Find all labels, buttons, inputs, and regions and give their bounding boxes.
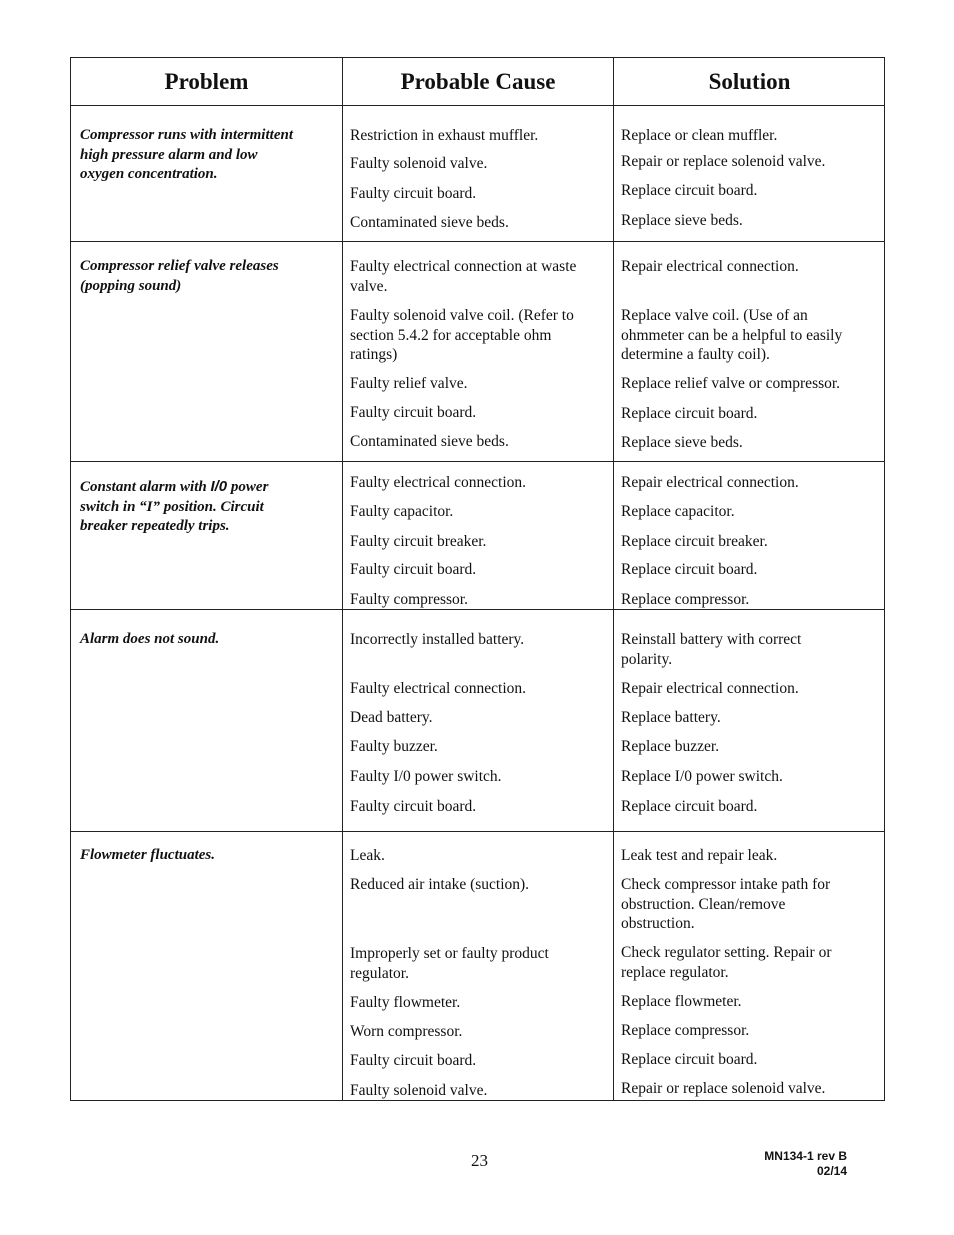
- solution-item: Repair electrical connection.: [621, 474, 799, 491]
- solution-item: Replace circuit board.: [621, 405, 758, 422]
- cause-item: Faulty electrical connection at waste valve.: [350, 258, 577, 295]
- cause-item: Leak.: [350, 847, 385, 864]
- solution-item: Replace circuit breaker.: [621, 533, 768, 550]
- cause-item: Faulty electrical connection.: [350, 474, 527, 491]
- document-id: [764, 1149, 847, 1178]
- solution-item: Replace compressor.: [621, 1022, 750, 1039]
- cause-item: Contaminated sieve beds.: [350, 433, 509, 450]
- solution-item: Replace buzzer.: [621, 738, 720, 755]
- cause-item: Dead battery.: [350, 709, 433, 726]
- problem-text: Constant alarm with I/0 power switch in “I” position. Circuit breaker repeatedly trips.: [80, 478, 269, 534]
- cause-item: Incorrectly installed battery.: [350, 631, 525, 648]
- cause-item: Faulty circuit board.: [350, 1052, 477, 1069]
- solution-item: Repair or replace solenoid valve.: [621, 1080, 826, 1097]
- cause-item: Faulty circuit board.: [350, 185, 477, 202]
- solution-item: Replace valve coil. (Use of an ohmmeter can be a helpful to easily determine a faulty coil).: [621, 307, 843, 363]
- cause-item: Faulty solenoid valve.: [350, 155, 488, 172]
- header-solution: Solution: [708, 69, 791, 94]
- solution-item: Replace sieve beds.: [621, 434, 743, 451]
- cause-item: Improperly set or faulty product regulator.: [350, 945, 549, 982]
- solution-item: Repair or replace solenoid valve.: [621, 153, 826, 170]
- problem-text: Compressor runs with intermittent high pressure alarm and low oxygen concentration.: [80, 127, 293, 182]
- solution-item: Replace circuit board.: [621, 798, 758, 815]
- cause-item: Worn compressor.: [350, 1023, 463, 1040]
- solution-item: Replace capacitor.: [621, 503, 735, 520]
- row-divider: [71, 609, 884, 610]
- solution-item: Check compressor intake path for obstruction. Clean/remove obstruction.: [621, 876, 831, 932]
- solution-item: Replace flowmeter.: [621, 993, 742, 1010]
- troubleshooting-table: [70, 57, 885, 1101]
- header-problem: Problem: [164, 69, 249, 94]
- cause-item: Faulty circuit board.: [350, 404, 477, 421]
- solution-item: Replace or clean muffler.: [621, 127, 778, 144]
- solution-item: Check regulator setting. Repair or replace regulator.: [621, 944, 832, 981]
- cause-item: Faulty buzzer.: [350, 738, 438, 755]
- document-revision: MN134-1 rev B: [764, 1149, 847, 1163]
- problem-text: Compressor relief valve releases (popping sound): [80, 258, 279, 294]
- problem-text: Alarm does not sound.: [80, 631, 220, 647]
- cause-item: Faulty I/0 power switch.: [350, 768, 502, 785]
- cause-item: Reduced air intake (suction).: [350, 876, 530, 893]
- solution-item: Reinstall battery with correct polarity.: [621, 631, 802, 668]
- cause-item: Faulty compressor.: [350, 591, 468, 608]
- solution-item: Replace sieve beds.: [621, 212, 743, 229]
- row-divider: [71, 241, 884, 242]
- header-probable-cause: Probable Cause: [400, 69, 556, 94]
- cause-item: Faulty electrical connection.: [350, 680, 527, 697]
- row-divider: [71, 461, 884, 462]
- solution-item: Replace circuit board.: [621, 561, 758, 578]
- row-divider: [71, 831, 884, 832]
- cause-item: Faulty solenoid valve.: [350, 1082, 488, 1099]
- page-number: 23: [471, 1151, 488, 1170]
- problem-text: Flowmeter fluctuates.: [80, 847, 215, 863]
- solution-item: Replace I/0 power switch.: [621, 768, 783, 785]
- cause-item: Contaminated sieve beds.: [350, 214, 509, 231]
- cause-item: Faulty relief valve.: [350, 375, 468, 392]
- solution-item: Leak test and repair leak.: [621, 847, 778, 864]
- cause-item: Faulty capacitor.: [350, 503, 454, 520]
- cause-item: Faulty solenoid valve coil. (Refer to section 5.4.2 for acceptable ohm ratings): [350, 307, 574, 363]
- cause-item: Faulty circuit board.: [350, 561, 477, 578]
- cause-item: Faulty circuit board.: [350, 798, 477, 815]
- solution-item: Replace circuit board.: [621, 1051, 758, 1068]
- solution-item: Replace relief valve or compressor.: [621, 375, 841, 392]
- column-divider: [342, 58, 343, 1100]
- solution-item: Repair electrical connection.: [621, 680, 799, 697]
- solution-item: Repair electrical connection.: [621, 258, 799, 275]
- document-date: 02/14: [816, 1163, 847, 1178]
- cause-item: Faulty circuit breaker.: [350, 533, 487, 550]
- solution-item: Replace circuit board.: [621, 182, 758, 199]
- column-divider: [613, 58, 614, 1100]
- solution-item: Replace battery.: [621, 709, 721, 726]
- solution-item: Replace compressor.: [621, 591, 750, 608]
- cause-item: Restriction in exhaust muffler.: [350, 127, 539, 144]
- cause-item: Faulty flowmeter.: [350, 994, 461, 1011]
